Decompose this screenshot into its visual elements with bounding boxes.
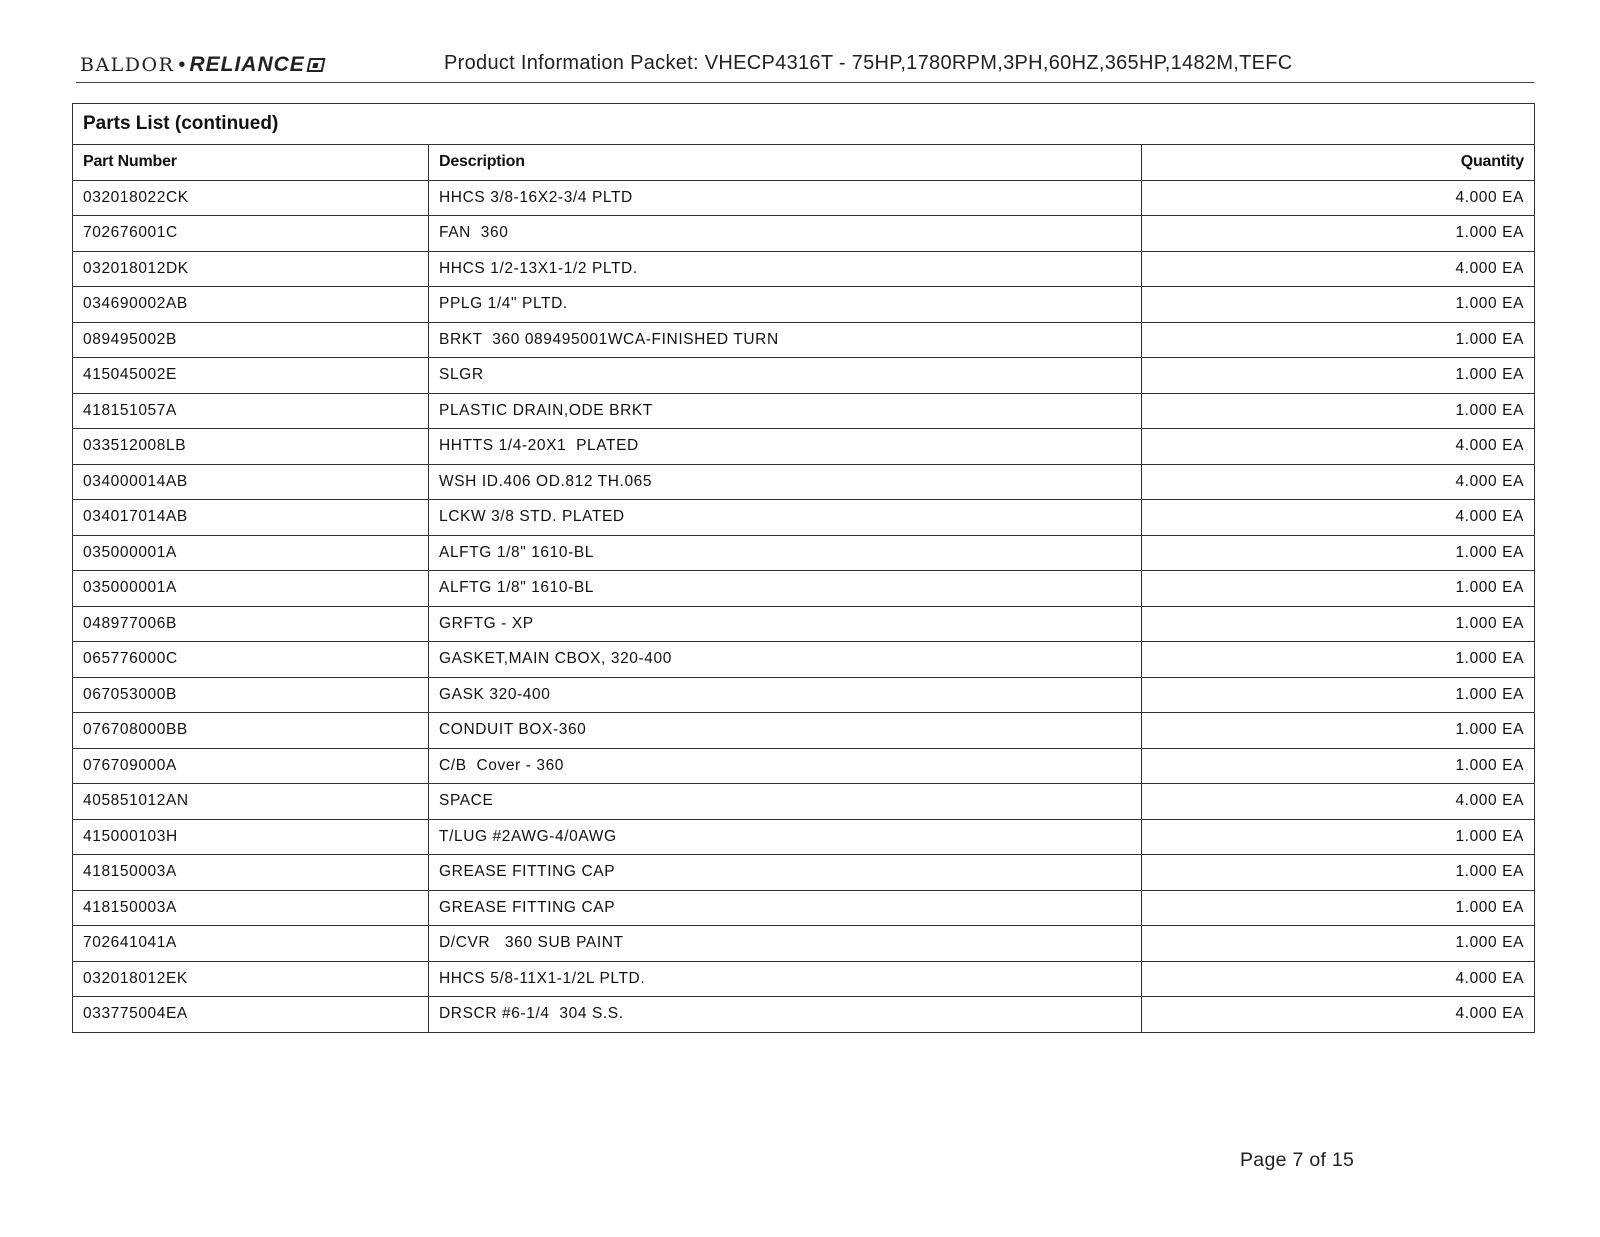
description-cell: CONDUIT BOX-360 xyxy=(429,713,1142,749)
table-row xyxy=(73,997,1535,1033)
table-header-row xyxy=(73,145,1535,181)
description-cell: D/CVR 360 SUB PAINT xyxy=(429,926,1142,962)
table-row xyxy=(73,287,1535,323)
quantity-cell: 1.000 EA xyxy=(1142,713,1535,749)
quantity-cell: 1.000 EA xyxy=(1142,855,1535,891)
table-row xyxy=(73,784,1535,820)
table-row xyxy=(73,819,1535,855)
description-cell: LCKW 3/8 STD. PLATED xyxy=(429,500,1142,536)
logo-mark-icon xyxy=(306,58,325,72)
part-number-cell: 035000001A xyxy=(73,571,429,607)
column-header-description: Description xyxy=(429,145,1142,181)
quantity-cell: 4.000 EA xyxy=(1142,429,1535,465)
part-number-cell: 034017014AB xyxy=(73,500,429,536)
description-cell: HHTTS 1/4-20X1 PLATED xyxy=(429,429,1142,465)
column-header-part-number: Part Number xyxy=(73,145,429,181)
description-cell: GREASE FITTING CAP xyxy=(429,855,1142,891)
part-number-cell: 065776000C xyxy=(73,642,429,678)
table-row xyxy=(73,713,1535,749)
part-number-cell: 035000001A xyxy=(73,535,429,571)
description-cell: HHCS 1/2-13X1-1/2 PLTD. xyxy=(429,251,1142,287)
quantity-cell: 4.000 EA xyxy=(1142,997,1535,1033)
table-row xyxy=(73,855,1535,891)
table-row xyxy=(73,251,1535,287)
baldor-reliance-logo xyxy=(80,54,324,76)
part-number-cell: 034690002AB xyxy=(73,287,429,323)
part-number-cell: 418150003A xyxy=(73,855,429,891)
logo-reliance-text: RELIANCE xyxy=(189,53,305,76)
quantity-cell: 4.000 EA xyxy=(1142,251,1535,287)
quantity-cell: 1.000 EA xyxy=(1142,642,1535,678)
description-cell: HHCS 5/8-11X1-1/2L PLTD. xyxy=(429,961,1142,997)
logo-baldor-text: BALDOR xyxy=(80,54,175,76)
part-number-cell: 702676001C xyxy=(73,216,429,252)
parts-table-body xyxy=(73,180,1535,1032)
table-row xyxy=(73,606,1535,642)
description-cell: GREASE FITTING CAP xyxy=(429,890,1142,926)
quantity-cell: 1.000 EA xyxy=(1142,819,1535,855)
table-row xyxy=(73,642,1535,678)
part-number-cell: 089495002B xyxy=(73,322,429,358)
table-row xyxy=(73,358,1535,394)
table-row xyxy=(73,677,1535,713)
part-number-cell: 415045002E xyxy=(73,358,429,394)
description-cell: ALFTG 1/8" 1610-BL xyxy=(429,571,1142,607)
description-cell: PLASTIC DRAIN,ODE BRKT xyxy=(429,393,1142,429)
part-number-cell: 032018012DK xyxy=(73,251,429,287)
table-row xyxy=(73,748,1535,784)
part-number-cell: 418151057A xyxy=(73,393,429,429)
table-row xyxy=(73,464,1535,500)
part-number-cell: 032018022CK xyxy=(73,180,429,216)
quantity-cell: 1.000 EA xyxy=(1142,571,1535,607)
part-number-cell: 076709000A xyxy=(73,748,429,784)
quantity-cell: 1.000 EA xyxy=(1142,926,1535,962)
part-number-cell: 702641041A xyxy=(73,926,429,962)
quantity-cell: 1.000 EA xyxy=(1142,606,1535,642)
part-number-cell: 067053000B xyxy=(73,677,429,713)
part-number-cell: 415000103H xyxy=(73,819,429,855)
description-cell: GASKET,MAIN CBOX, 320-400 xyxy=(429,642,1142,678)
table-row xyxy=(73,571,1535,607)
description-cell: HHCS 3/8-16X2-3/4 PLTD xyxy=(429,180,1142,216)
part-number-cell: 034000014AB xyxy=(73,464,429,500)
table-row xyxy=(73,322,1535,358)
column-header-quantity: Quantity xyxy=(1142,145,1535,181)
description-cell: FAN 360 xyxy=(429,216,1142,252)
description-cell: GASK 320-400 xyxy=(429,677,1142,713)
quantity-cell: 4.000 EA xyxy=(1142,500,1535,536)
table-title: Parts List (continued) xyxy=(73,104,1535,145)
description-cell: C/B Cover - 360 xyxy=(429,748,1142,784)
quantity-cell: 4.000 EA xyxy=(1142,784,1535,820)
description-cell: GRFTG - XP xyxy=(429,606,1142,642)
table-row xyxy=(73,393,1535,429)
part-number-cell: 033512008LB xyxy=(73,429,429,465)
part-number-cell: 076708000BB xyxy=(73,713,429,749)
description-cell: DRSCR #6-1/4 304 S.S. xyxy=(429,997,1142,1033)
quantity-cell: 1.000 EA xyxy=(1142,535,1535,571)
quantity-cell: 1.000 EA xyxy=(1142,358,1535,394)
table-row xyxy=(73,216,1535,252)
quantity-cell: 1.000 EA xyxy=(1142,216,1535,252)
description-cell: ALFTG 1/8" 1610-BL xyxy=(429,535,1142,571)
table-row xyxy=(73,535,1535,571)
quantity-cell: 1.000 EA xyxy=(1142,677,1535,713)
quantity-cell: 1.000 EA xyxy=(1142,890,1535,926)
table-row xyxy=(73,890,1535,926)
description-cell: BRKT 360 089495001WCA-FINISHED TURN xyxy=(429,322,1142,358)
description-cell: SPACE xyxy=(429,784,1142,820)
description-cell: SLGR xyxy=(429,358,1142,394)
table-title-row xyxy=(73,104,1535,145)
description-cell: PPLG 1/4" PLTD. xyxy=(429,287,1142,323)
page-number: Page 7 of 15 xyxy=(1240,1149,1355,1171)
description-cell: T/LUG #2AWG-4/0AWG xyxy=(429,819,1142,855)
description-cell: WSH ID.406 OD.812 TH.065 xyxy=(429,464,1142,500)
document-title: Product Information Packet: VHECP4316T - 75HP,1780RPM,3PH,60HZ,365HP,1482M,TEFC xyxy=(444,52,1293,74)
table-row xyxy=(73,180,1535,216)
part-number-cell: 418150003A xyxy=(73,890,429,926)
table-row xyxy=(73,926,1535,962)
table-row xyxy=(73,429,1535,465)
part-number-cell: 405851012AN xyxy=(73,784,429,820)
part-number-cell: 048977006B xyxy=(73,606,429,642)
quantity-cell: 1.000 EA xyxy=(1142,322,1535,358)
quantity-cell: 1.000 EA xyxy=(1142,393,1535,429)
quantity-cell: 1.000 EA xyxy=(1142,748,1535,784)
page-header xyxy=(76,50,1534,83)
quantity-cell: 4.000 EA xyxy=(1142,464,1535,500)
table-row xyxy=(73,500,1535,536)
part-number-cell: 032018012EK xyxy=(73,961,429,997)
table-row xyxy=(73,961,1535,997)
logo-dot-icon: • xyxy=(178,54,186,76)
part-number-cell: 033775004EA xyxy=(73,997,429,1033)
quantity-cell: 4.000 EA xyxy=(1142,180,1535,216)
quantity-cell: 1.000 EA xyxy=(1142,287,1535,323)
parts-list-table xyxy=(72,103,1535,1033)
quantity-cell: 4.000 EA xyxy=(1142,961,1535,997)
